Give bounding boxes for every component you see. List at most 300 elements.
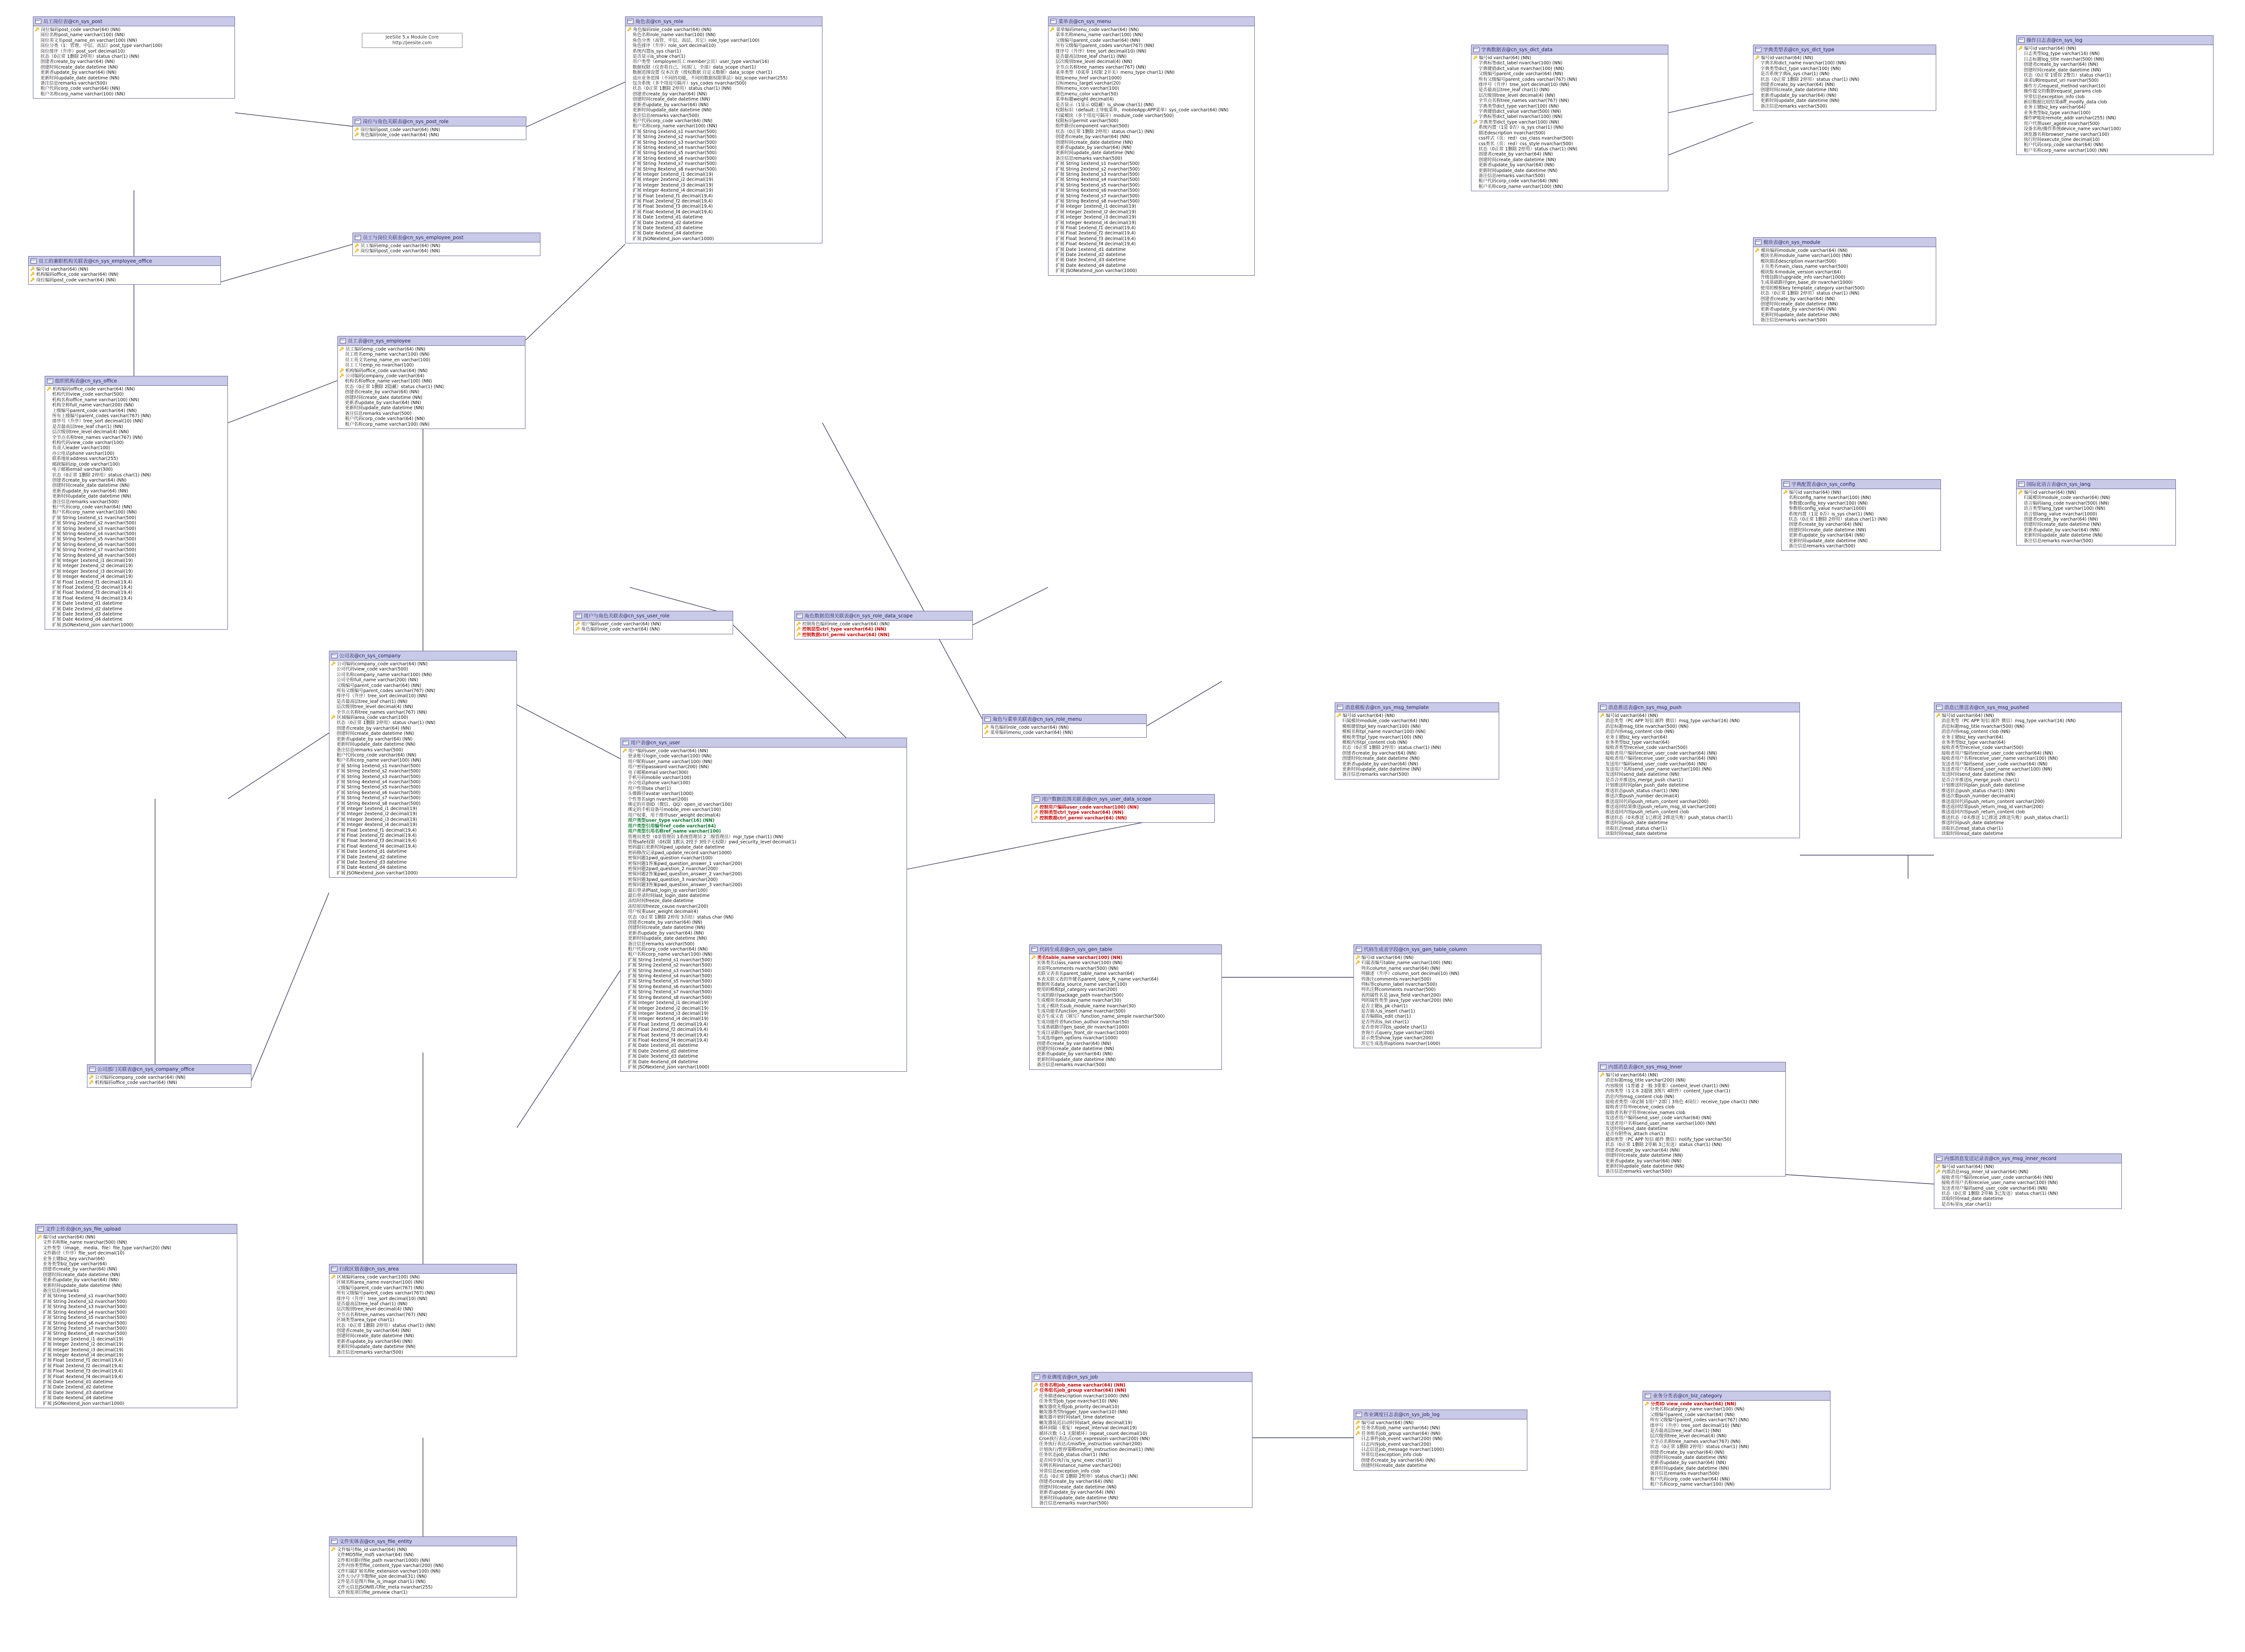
column-label: 创建者create_by varchar(64) (NN): [1478, 152, 1553, 157]
column-row: [331, 737, 515, 742]
column-label: 用户昵称user_name varchar(100) (NN): [628, 759, 712, 764]
column-row: [47, 392, 226, 397]
no-key-spacer: [622, 834, 626, 839]
column-row: [1355, 1452, 1525, 1457]
no-key-spacer: [2018, 89, 2022, 94]
column-row: [622, 786, 905, 791]
column-label: 系统内置（1是 0否）is_sys char(1) (NN): [1789, 511, 1874, 517]
no-key-spacer: [1050, 231, 1054, 235]
column-row: [1783, 506, 1939, 511]
no-key-spacer: [1355, 987, 1360, 992]
column-label: 扩展 Float 2extend_f2 decimal(19,4): [633, 199, 713, 204]
column-label: 本表关联父表的外键名parent_table_fk_name varchar(64): [1037, 976, 1158, 982]
column-row: [47, 489, 226, 494]
entity-sys_gen_table_column[interactable]: [1353, 944, 1541, 1048]
entity-sys_role_menu[interactable]: [982, 714, 1147, 738]
column-label: 用户代理user_agent nvarchar(500): [2024, 121, 2100, 126]
column-row: [1473, 136, 1666, 141]
column-label: 最后登录时间last_login_date datetime: [628, 893, 710, 898]
column-label: 接收者用户编码receive_user_code varchar(64) (NN): [1941, 750, 2053, 756]
column-label: 区域编码area_code varchar(100): [336, 715, 408, 721]
column-row: [47, 408, 226, 413]
table-icon: [985, 717, 991, 722]
column-label: 角色排序（升序）role_sort decimal(10): [633, 43, 716, 49]
entity-header: [338, 336, 525, 346]
column-row: [1600, 1164, 1784, 1169]
column-row: [627, 161, 821, 166]
column-label: 控制角色编码role_code varchar(64) (NN): [802, 622, 890, 627]
column-row: [796, 627, 971, 632]
entity-header: [1030, 945, 1221, 954]
column-row: [1031, 1036, 1220, 1041]
column-row: [1033, 1399, 1251, 1404]
column-row: [331, 1280, 515, 1285]
column-label: 状态（0正常 1删除 2停用）status char(1) (NN): [336, 720, 436, 726]
entity-sys_file_upload[interactable]: [35, 1224, 237, 1408]
column-row: [1050, 76, 1253, 81]
column-label: css类名（页：red）css_style nvarchar(500): [1478, 141, 1573, 147]
column-label: 文件类型（image、media、file）file_type varchar(20) (NN): [43, 1245, 172, 1251]
column-label: 更新者update_by varchar(64) (NN): [1760, 93, 1837, 98]
foreign-key-icon: [1936, 1169, 1940, 1174]
column-label: 参数键config_key varchar(100) (NN): [1789, 500, 1868, 506]
primary-key-icon: [2018, 46, 2023, 51]
column-row: [622, 1060, 905, 1065]
column-label: 更新者update_by varchar(64) (NN): [1650, 1460, 1726, 1466]
column-row: [1355, 987, 1540, 992]
column-label: 任务名称job_name varchar(64) (NN): [1039, 1383, 1126, 1388]
column-label: 列名注释comments nvarchar(500): [1361, 987, 1436, 993]
no-key-spacer: [331, 748, 335, 752]
column-row: [1600, 1099, 1784, 1105]
no-key-spacer: [1033, 1452, 1038, 1457]
column-row: [1355, 1014, 1540, 1019]
column-label: 扩展 String 5extend_s5 nvarchar(500): [52, 537, 136, 542]
no-key-spacer: [1644, 1477, 1649, 1481]
no-key-spacer: [1755, 61, 1759, 65]
no-key-spacer: [1050, 226, 1054, 230]
column-row: [622, 1022, 905, 1027]
column-label: 机构编码office_code varchar(64) (NN): [94, 1080, 177, 1086]
no-key-spacer: [1355, 998, 1360, 1003]
column-row: [47, 569, 226, 574]
column-label: 公司全称full_name varchar(200) (NN): [336, 678, 418, 683]
no-key-spacer: [622, 1054, 626, 1059]
column-row: [1936, 1164, 2120, 1169]
column-label: 文件归属扩展名file_extension varchar(100) (NN): [336, 1568, 441, 1574]
column-label: 扩展 String 1extend_s1 nvarchar(500): [52, 515, 136, 521]
no-key-spacer: [331, 871, 335, 875]
column-label: 编号id varchar(64) (NN): [2024, 46, 2076, 51]
no-key-spacer: [627, 161, 631, 166]
column-label: 扩展 Date 1extend_d1 datetime: [1056, 247, 1126, 252]
no-key-spacer: [331, 1350, 335, 1355]
column-label: 用户类型user_type varchar(16) (NN): [628, 818, 715, 824]
column-label: 创建时间create_date datetime (NN): [52, 483, 130, 489]
column-label: 备注信息remarks nvarchar(500): [1650, 1471, 1720, 1477]
column-row: [1355, 966, 1540, 971]
column-row: [1600, 1121, 1784, 1126]
no-key-spacer: [331, 742, 335, 747]
entity-sys_role[interactable]: [625, 16, 822, 243]
column-row: [1755, 291, 1934, 296]
no-key-spacer: [1600, 1137, 1604, 1142]
column-row: [1600, 713, 1798, 718]
column-row: [1031, 1014, 1220, 1019]
column-label: 创建时间create_date datetime (NN): [336, 731, 414, 737]
column-row: [1033, 1496, 1251, 1501]
column-row: [1337, 740, 1497, 745]
column-row: [47, 574, 226, 579]
column-label: 机构代码view_code varchar(100): [52, 440, 124, 446]
column-row: [2018, 89, 2212, 94]
no-key-spacer: [622, 931, 626, 935]
no-key-spacer: [1031, 977, 1035, 982]
no-key-spacer: [37, 1385, 41, 1389]
column-row: [1355, 982, 1540, 987]
entity-sys_user_data_scope[interactable]: [1032, 794, 1215, 823]
column-row: [1050, 172, 1253, 177]
column-label: 升级包路径upgrade_info varchar(1000): [1760, 275, 1846, 281]
primary-key-icon: [1600, 1073, 1604, 1077]
column-row: [331, 753, 515, 758]
entity-title: 员工岗位表@cn_sys_post: [43, 19, 102, 24]
no-key-spacer: [331, 710, 335, 715]
no-key-spacer: [1050, 59, 1054, 64]
column-label: 更新者update_by varchar(64) (NN): [2024, 527, 2100, 533]
column-row: [627, 140, 821, 145]
entity-sys_menu[interactable]: [1048, 16, 1255, 276]
entity-sys_module[interactable]: [1753, 237, 1936, 325]
column-label: 扩展 Integer 1extend_i1 decimal(19): [633, 171, 713, 177]
column-label: 任务组名job_group varchar(64) (NN): [1361, 1431, 1441, 1436]
column-label: 更新时间update_date datetime (NN): [1760, 312, 1840, 318]
entity-sys_msg_template[interactable]: [1335, 702, 1499, 779]
no-key-spacer: [47, 397, 51, 402]
column-row: [339, 374, 524, 379]
column-row: [339, 390, 524, 395]
column-row: [35, 54, 233, 59]
no-key-spacer: [627, 220, 631, 225]
entity-title: 业务分类表@cn_biz_category: [1653, 1393, 1722, 1399]
column-label: 推送返回结果推送push_return_msg_id varchar(200): [1605, 804, 1716, 810]
column-label: 字典名称dict_name nvarchar(100) (NN): [1760, 61, 1846, 66]
no-key-spacer: [622, 1011, 626, 1016]
no-key-spacer: [37, 1353, 41, 1357]
column-label: 备注信息remarks varchar(500): [628, 941, 695, 947]
column-row: [37, 1310, 235, 1315]
no-key-spacer: [622, 984, 626, 989]
no-key-spacer: [2018, 100, 2022, 104]
column-label: 创建时间create_date datetime (NN): [40, 64, 118, 70]
primary-key-icon: [1033, 1383, 1038, 1387]
column-row: [339, 400, 524, 405]
table-icon: [35, 19, 41, 24]
column-row: [1031, 960, 1220, 966]
column-row: [331, 742, 515, 747]
column-label: 备注信息remarks varchar(500): [345, 411, 412, 416]
column-label: 读取状态read_status char(1): [1941, 826, 2003, 831]
column-row: [1033, 1447, 1251, 1452]
column-row: [627, 220, 821, 226]
no-key-spacer: [2018, 116, 2022, 120]
no-key-spacer: [1050, 54, 1054, 59]
column-row: [1031, 987, 1220, 992]
no-key-spacer: [47, 563, 51, 568]
no-key-spacer: [47, 537, 51, 541]
column-label: 租户代码corp_code varchar(64) (NN): [40, 86, 120, 92]
no-key-spacer: [622, 775, 626, 780]
no-key-spacer: [47, 531, 51, 536]
column-row: [37, 1358, 235, 1363]
column-row: [1600, 1078, 1784, 1083]
column-row: [622, 979, 905, 984]
no-key-spacer: [331, 1328, 335, 1333]
entity-sys_gen_table[interactable]: [1029, 944, 1222, 1070]
column-label: 扩展 String 7extend_s7 nvarchar(500): [52, 547, 136, 553]
column-row: [1473, 61, 1666, 66]
entity-biz_category[interactable]: [1643, 1391, 1830, 1489]
primary-key-icon: [1031, 955, 1036, 960]
column-row: [627, 113, 821, 118]
column-label: 排序号（升序）tree_sort decimal(10) (NN): [1056, 48, 1147, 54]
column-label: 扩展 JSONextend_json varchar(1000): [52, 622, 134, 628]
primary-key-icon: [1783, 490, 1788, 495]
entity-header: [1032, 795, 1214, 804]
entity-sys_dict_data[interactable]: [1471, 45, 1668, 191]
column-label: 排序号（升序）tree_sort decimal(10) (NN): [336, 1296, 428, 1301]
column-row: [622, 866, 905, 872]
no-key-spacer: [2018, 506, 2022, 511]
column-label: 字典键值dict_value nvarchar(100) (NN): [1478, 66, 1564, 71]
column-row: [1337, 767, 1497, 772]
table-icon: [1356, 1412, 1362, 1417]
column-label: 控制数据ctrl_permi varchar(64) (NN): [1039, 815, 1127, 821]
entity-columns: [2017, 489, 2175, 545]
entity-sys_file_entity[interactable]: [329, 1536, 517, 1597]
column-label: 编号id varchar(64) (NN): [1789, 490, 1841, 495]
entity-columns: [329, 1546, 516, 1597]
column-row: [2018, 84, 2212, 89]
column-label: 扩展 Date 4extend_d4 datetime: [336, 865, 407, 871]
column-label: 创建时间create_date datetime (NN): [345, 395, 422, 400]
column-row: [1600, 1089, 1784, 1094]
column-label: 公司编码company_code varchar(64) (NN): [336, 662, 428, 667]
column-label: 是否主键is_pk char(1): [1361, 1003, 1408, 1009]
column-row: [622, 925, 905, 930]
entity-title: 员工的兼职机构关联表@cn_sys_employee_office: [39, 258, 152, 264]
primary-key-icon: [1600, 713, 1604, 718]
entity-header: [1782, 480, 1940, 489]
no-key-spacer: [37, 1342, 41, 1347]
entity-sys_msg_inner[interactable]: [1598, 1062, 1786, 1177]
column-row: [1033, 1420, 1251, 1426]
column-row: [627, 188, 821, 193]
entity-sys_employee_office[interactable]: [28, 256, 221, 285]
no-key-spacer: [1050, 161, 1054, 166]
column-row: [622, 1006, 905, 1011]
column-label: 生成功能作者function_author nvarchar(50): [1037, 1019, 1129, 1025]
entity-sys_post[interactable]: [33, 16, 235, 99]
column-row: [331, 1569, 515, 1574]
column-row: [331, 779, 515, 785]
entity-sys_dict_type[interactable]: [1753, 45, 1936, 111]
column-row: [627, 231, 821, 236]
column-label: 创建时间create_date datetime (NN): [1605, 1153, 1683, 1159]
column-row: [1755, 312, 1934, 318]
entity-sys_job[interactable]: [1032, 1372, 1252, 1508]
column-row: [1355, 1431, 1525, 1436]
column-label: 扩展 Integer 4extend_i4 decimal(19): [1056, 220, 1136, 226]
column-label: 扩展 Float 3extend_f3 decimal(19,4): [52, 590, 133, 596]
column-row: [1050, 150, 1253, 156]
column-row: [1473, 125, 1666, 130]
no-key-spacer: [47, 494, 51, 499]
entity-sys_msg_push[interactable]: [1598, 702, 1800, 838]
no-key-spacer: [622, 995, 626, 1000]
entity-sys_post_role[interactable]: [352, 117, 526, 140]
column-label: 创建时间create_date datetime (NN): [2024, 67, 2101, 73]
column-row: [622, 824, 905, 829]
entity-sys_user_role[interactable]: [573, 611, 733, 634]
column-row: [1644, 1466, 1829, 1471]
column-row: [1600, 1115, 1784, 1121]
foreign-key-icon: [984, 725, 989, 730]
no-key-spacer: [1473, 93, 1477, 98]
column-label: 全节点名称tree_names varchar(767) (NN): [1056, 64, 1146, 70]
entity-sys_area[interactable]: [329, 1264, 517, 1357]
column-label: 扩展 Float 2extend_f2 decimal(19,4): [43, 1363, 123, 1369]
column-row: [1600, 804, 1798, 810]
column-label: 扩展 Float 3extend_f3 decimal(19,4): [1056, 236, 1136, 242]
entity-sys_job_log[interactable]: [1353, 1410, 1527, 1471]
no-key-spacer: [1337, 745, 1341, 750]
column-label: 生成选项gen_options nvarchar(1000): [1037, 1036, 1118, 1041]
column-row: [627, 156, 821, 161]
no-key-spacer: [1755, 66, 1759, 71]
column-label: 是否有附件is_attach char(1): [1605, 1131, 1666, 1137]
column-label: 扩展 Integer 4extend_i4 decimal(19): [52, 574, 133, 580]
no-key-spacer: [1936, 831, 1940, 836]
column-row: [1783, 517, 1939, 522]
column-row: [37, 1342, 235, 1347]
column-row: [35, 27, 233, 32]
column-label: 字典类型dict_type varchar(100) (NN): [1760, 66, 1841, 71]
no-key-spacer: [627, 108, 631, 112]
column-label: 数据范围设置 仅本次查（授权数据 自定义数据）data_scope char(1): [633, 70, 772, 76]
primary-key-icon: [2018, 490, 2023, 495]
entity-sys_role_data_scope[interactable]: [794, 611, 973, 639]
no-key-spacer: [1033, 1458, 1038, 1463]
entity-sys_msg_pushed[interactable]: [1934, 702, 2122, 838]
column-row: [47, 473, 226, 478]
entity-sys_lang[interactable]: [2016, 479, 2176, 545]
column-label: 文件元信息JSON格式file_meta nvarchar(255): [336, 1584, 433, 1590]
column-row: [89, 1075, 250, 1080]
entity-sys_employee_post[interactable]: [352, 233, 540, 256]
primary-key-icon: [1644, 1402, 1649, 1406]
entity-sys_log[interactable]: [2016, 35, 2214, 155]
column-row: [1644, 1428, 1829, 1434]
column-row: [47, 531, 226, 537]
column-row: [1337, 745, 1497, 750]
column-row: [1355, 1447, 1525, 1452]
column-label: 创建者create_by varchar(64) (NN): [1361, 1457, 1436, 1463]
column-row: [1033, 1404, 1251, 1410]
column-label: 扩展 String 3extend_s3 nvarchar(500): [336, 774, 421, 779]
table-icon: [1337, 705, 1343, 710]
entity-sys_employee[interactable]: [337, 336, 525, 429]
column-row: [47, 601, 226, 606]
no-key-spacer: [1050, 177, 1054, 182]
column-row: [1355, 1426, 1525, 1431]
entity-sys_company[interactable]: [329, 651, 517, 878]
entity-columns: [353, 242, 540, 256]
no-key-spacer: [331, 1590, 335, 1595]
no-key-spacer: [37, 1331, 41, 1336]
column-row: [37, 1256, 235, 1262]
no-key-spacer: [331, 806, 335, 811]
entity-sys_office[interactable]: [45, 376, 228, 630]
primary-key-icon: [331, 1547, 336, 1552]
no-key-spacer: [1033, 1399, 1038, 1403]
no-key-spacer: [331, 1286, 335, 1290]
column-label: 排序号（升序）tree_sort decimal(10) (NN): [1478, 82, 1570, 88]
entity-sys_company_office[interactable]: [87, 1064, 251, 1088]
column-label: 扩展 Date 2extend_d2 datetime: [633, 220, 703, 226]
column-label: 分类名称category_name varchar(100) (NN): [1650, 1407, 1744, 1412]
column-row: [1033, 1463, 1251, 1468]
entity-sys_msg_inner_record[interactable]: [1934, 1153, 2122, 1209]
no-key-spacer: [1031, 960, 1035, 965]
column-label: 扩展 String 7extend_s7 nvarchar(500): [336, 795, 421, 801]
note-line-1: JeeSite 5.x Module Core: [385, 35, 439, 40]
column-label: 浏览器名称browser_name varchar(100): [2024, 132, 2109, 137]
entity-columns: [1782, 489, 1940, 550]
no-key-spacer: [1755, 253, 1759, 258]
column-row: [1755, 98, 1934, 103]
column-row: [1783, 490, 1939, 495]
no-key-spacer: [1050, 81, 1054, 86]
column-label: 扩展 String 3extend_s3 nvarchar(500): [628, 968, 712, 974]
column-row: [1355, 955, 1540, 960]
column-label: 颜色menu_color varchar(50): [1056, 91, 1118, 97]
column-label: 列的属性类型 java_type varchar(200) (NN): [1361, 998, 1453, 1004]
no-key-spacer: [47, 601, 51, 606]
column-label: 层次级别tree_level decimal(4) (NN): [1056, 59, 1133, 65]
column-row: [622, 893, 905, 898]
column-row: [1473, 131, 1666, 136]
column-row: [1050, 32, 1253, 38]
table-icon: [331, 653, 337, 658]
column-row: [37, 1326, 235, 1331]
column-row: [1337, 735, 1497, 740]
no-key-spacer: [1337, 718, 1341, 723]
column-row: [1600, 1126, 1784, 1131]
column-row: [2018, 148, 2212, 153]
column-row: [35, 81, 233, 86]
no-key-spacer: [37, 1246, 41, 1250]
column-row: [339, 347, 524, 352]
entity-sys_user[interactable]: [620, 738, 907, 1072]
primary-key-icon: [331, 1275, 336, 1279]
entity-sys_config[interactable]: [1781, 479, 1941, 551]
column-row: [1936, 826, 2120, 831]
column-label: 扩展 Float 1extend_f1 decimal(19,4): [633, 193, 713, 199]
no-key-spacer: [1755, 82, 1759, 87]
column-row: [1050, 97, 1253, 102]
column-label: 消息标题msg_title nvarchar(500) (NN): [1605, 724, 1689, 729]
